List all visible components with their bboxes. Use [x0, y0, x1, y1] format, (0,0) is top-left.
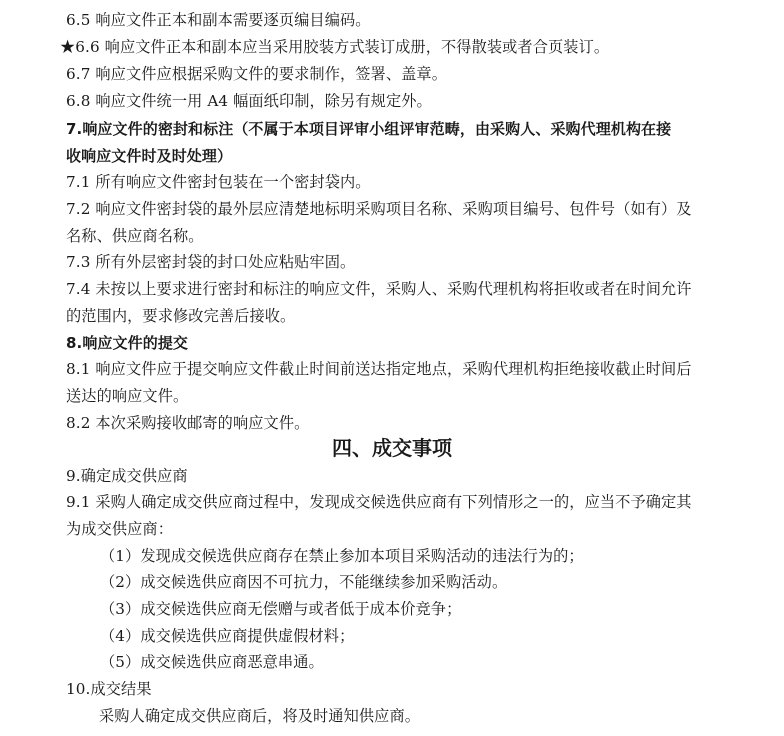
section-10-title: 10.成交结果 — [66, 680, 152, 698]
clause-7-2-line2: 名称、供应商名称。 — [66, 227, 204, 245]
condition-item: （1）发现成交候选供应商存在禁止参加本项目采购活动的违法行为的； — [100, 547, 584, 565]
clause-7-1: 7.1 所有响应文件密封包装在一个密封袋内。 — [66, 173, 371, 191]
condition-item: （4）成交候选供应商提供虚假材料； — [100, 627, 355, 645]
chapter-4-heading: 四、成交事项 — [332, 436, 452, 460]
section-8-title: 8.响应文件的提交 — [66, 334, 189, 352]
section-7-title-line1: 7.响应文件的密封和标注（不属于本项目评审小组评审范畴，由采购人、采购代理机构在接 — [66, 120, 672, 138]
condition-item: （3）成交候选供应商无偿赠与或者低于成本价竞争； — [100, 600, 462, 618]
clause-7-4-line1: 7.4 未按以上要求进行密封和标注的响应文件，采购人、采购代理机构将拒收或者在时间允许 — [66, 280, 692, 298]
clause-7-4-line2: 的范围内，要求修改完善后接收。 — [66, 307, 296, 325]
clause-6-8: 6.8 响应文件统一用 A4 幅面纸印制，除另有规定外。 — [66, 92, 432, 110]
condition-item: （2）成交候选供应商因不可抗力，不能继续参加采购活动。 — [100, 573, 508, 591]
section-9-title: 9.确定成交供应商 — [66, 467, 188, 485]
clause-9-1-line2: 为成交供应商： — [66, 520, 174, 538]
clause-6-7: 6.7 响应文件应根据采购文件的要求制作，签署、盖章。 — [66, 65, 447, 83]
clause-8-2: 8.2 本次采购接收邮寄的响应文件。 — [66, 414, 310, 432]
clause-8-1-line2: 送达的响应文件。 — [66, 387, 189, 405]
clause-6-5: 6.5 响应文件正本和副本需要逐页编目编码。 — [66, 11, 371, 29]
clause-9-1-line1: 9.1 采购人确定成交供应商过程中，发现成交候选供应商有下列情形之一的，应当不予确定其 — [66, 493, 692, 511]
section-7-title-line2: 收响应文件时及时处理） — [66, 147, 233, 165]
clause-7-3: 7.3 所有外层密封袋的封口处应粘贴牢固。 — [66, 253, 356, 271]
clause-6-6-starred: ★6.6 响应文件正本和副本应当采用胶装方式装订成册，不得散装或者合页装订。 — [60, 38, 610, 56]
condition-item: （5）成交候选供应商恶意串通。 — [100, 653, 324, 671]
clause-7-2-line1: 7.2 响应文件密封袋的最外层应清楚地标明采购项目名称、采购项目编号、包件号（如有）及 — [66, 200, 692, 218]
clause-8-1-line1: 8.1 响应文件应于提交响应文件截止时间前送达指定地点，采购代理机构拒绝接收截止时间后 — [66, 360, 692, 378]
section-10-body: 采购人确定成交供应商后，将及时通知供应商。 — [99, 707, 421, 725]
